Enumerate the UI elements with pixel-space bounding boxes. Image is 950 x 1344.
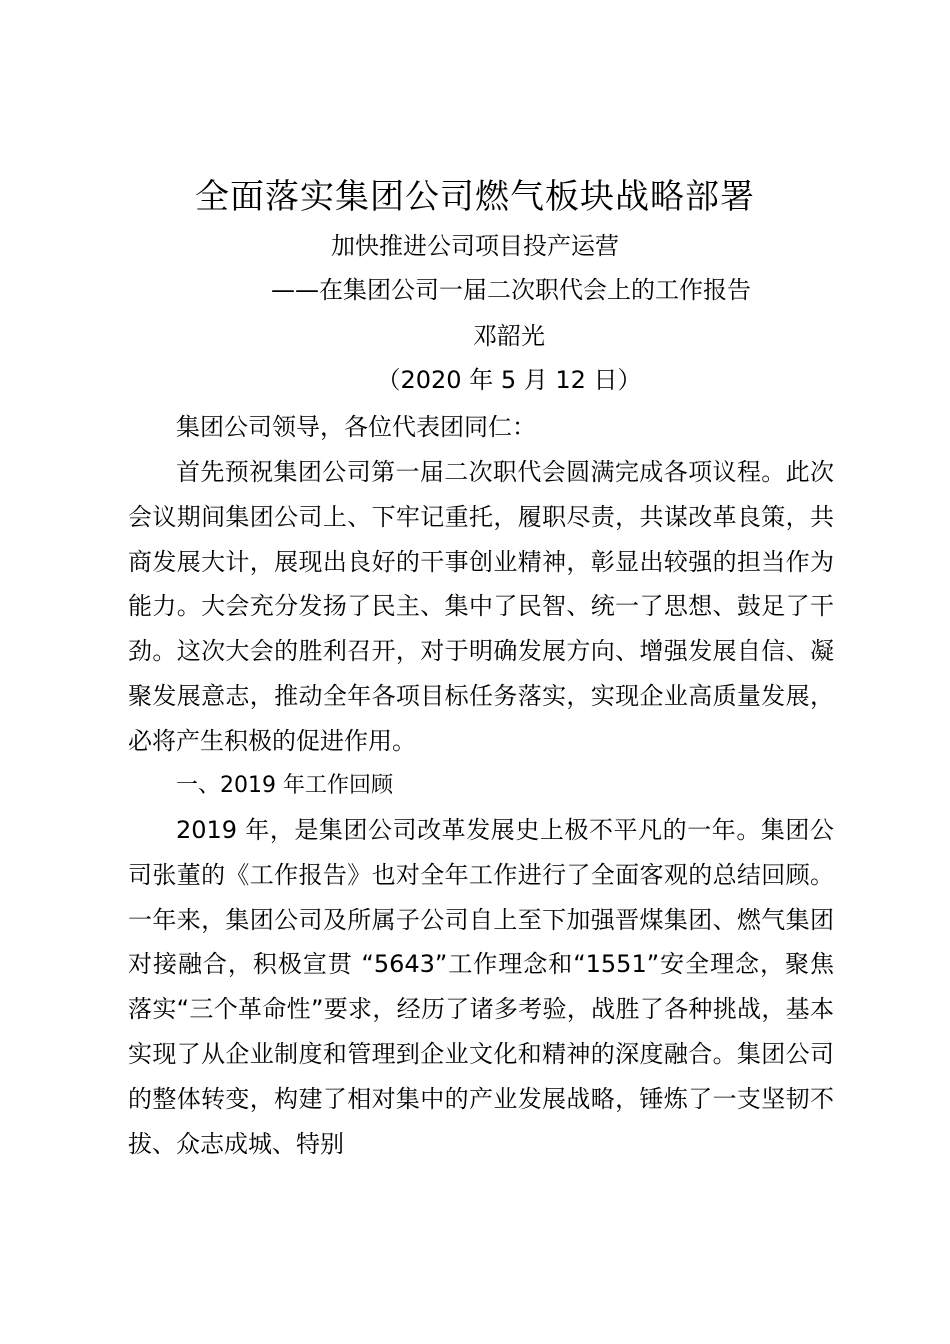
document-author: 邓韶光 [473,322,545,350]
document-date: （2020 年 5 月 12 日） [376,366,642,394]
document-subtitle-occasion: ——在集团公司一届二次职代会上的工作报告 [271,276,751,304]
salutation: 集团公司领导，各位代表团同仁： [176,413,536,441]
document-title: 全面落实集团公司燃气板块战略部署 [195,177,755,217]
section-heading: 一、2019 年工作回顾 [176,773,393,798]
paragraph-review: 2019 年，是集团公司改革发展史上极不平凡的一年。集团公司张董的《工作报告》也对全年工作进行了全面客观的总结回顾。一年来，集团公司及所属子公司自上至下加强晋煤集团、燃气集团对接融合，积极宣贯 “5643”工作理念和“1551”安全理念，聚焦落实“三个革命性”要求，经历了诸多考验，战胜了各种挑战，基本实现了从企业制度和管理到企业文化和精神的深度融合。集团公司的整体转变，构建了相对集中的产业发展战略，锤炼了一支坚韧不拔、众志成城、特别 [128,816,834,1158]
paragraph-opening: 首先预祝集团公司第一届二次职代会圆满完成各项议程。此次会议期间集团公司上、下牢记重托，履职尽责，共谋改革良策，共商发展大计，展现出良好的干事创业精神，彰显出较强的担当作为能力。大会充分发扬了民主、集中了民智、统一了思想、鼓足了干劲。这次大会的胜利召开，对于明确发展方向、增强发展自信、凝聚发展意志，推动全年各项目标任务落实，实现企业高质量发展，必将产生积极的促进作用。 [128,458,834,755]
document-subtitle: 加快推进公司项目投产运营 [331,232,619,260]
